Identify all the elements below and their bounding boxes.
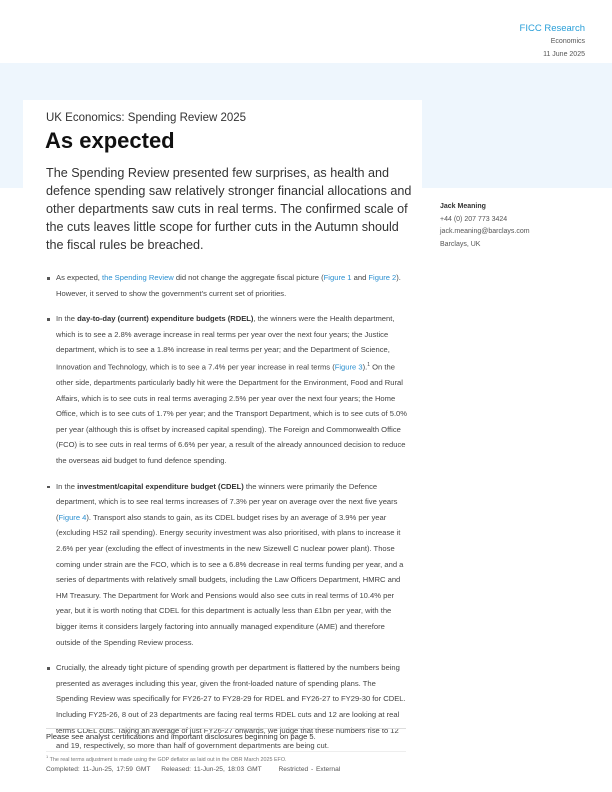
- author-name: Jack Meaning: [440, 203, 486, 210]
- section-label: Economics: [550, 38, 585, 45]
- released-time: Released: 11-Jun-25, 18:03 GMT: [161, 766, 262, 773]
- classification: Restricted - External: [278, 766, 341, 773]
- text: Crucially, the already tight picture of spending growth per department is flattered by the numbers being presented as averages including this year, given the front-loaded nature of spending plans. The Spending Review was specifically for FY26-27 to FY28-29 for RDEL and FY26-27 to FY29-30 for CDEL. Including FY25-26, 8 out of 23 departments are facing real terms RDEL cuts and 12 are looking at real terms CDEL cuts. Taking an average of just FY26-27 onwards, we judge that these numbers rise to 12 and 19, respectively, so more than half of government departments are being cut.: [56, 663, 406, 751]
- release-meta: [46, 766, 348, 773]
- author-block: [440, 201, 530, 251]
- bold-term: investment/capital expenditure budget (CDEL): [77, 481, 244, 491]
- report-header: [520, 22, 585, 61]
- text: did not change the aggregate fiscal picture (: [173, 273, 324, 282]
- figure-4-link[interactable]: Figure 4: [58, 512, 87, 522]
- text: In the: [56, 314, 78, 324]
- author-location: Barclays, UK: [440, 240, 481, 248]
- figure-1-link[interactable]: Figure 1: [323, 273, 352, 282]
- footnote: [46, 754, 287, 763]
- text: As expected,: [56, 273, 103, 282]
- text: ). However, it served to show the government's current set of priorities.: [56, 273, 401, 298]
- report-kicker: UK Economics: Spending Review 2025: [46, 112, 247, 124]
- bullet-aggregate: [56, 270, 408, 301]
- text: the winners were primarily the Defence department, which is to see real terms increases of 7.3% per year on average over the next five years (: [56, 481, 398, 522]
- bold-term: day-to-day (current) expenditure budgets (RDEL): [77, 314, 254, 324]
- text: In the: [56, 481, 78, 491]
- bullet-cdel: [56, 479, 408, 651]
- bullet-rdel: [56, 311, 408, 468]
- summary: The Spending Review presented few surprises, as health and defence spending saw relatively stronger financial allocations and other departments saw cuts in real terms. The confirmed scale of the cuts leaves little scope for further cuts in the Autumn should the fiscal rules be breached.: [46, 166, 412, 252]
- completed-time: Completed: 11-Jun-25, 17:59 GMT: [46, 766, 151, 773]
- footnote-ref[interactable]: 1: [367, 361, 371, 368]
- page-title: As expected: [45, 128, 175, 153]
- spending-review-link[interactable]: the Spending Review: [102, 273, 174, 282]
- brand-label: FICC Research: [519, 23, 585, 34]
- divider: [46, 751, 406, 752]
- text: On the other side, departments particularly badly hit were the Department for the Environment, Food and Rural Affairs, which is to see cuts in real terms averaging 2.5% per year over the next four years; the Home Office, which is to see cuts of 1.7% per year; and the Transport Department, which is to see cuts of 5.0% per year (although this is offset by increased capital spending). The Foreign and Commonwealth Office (FCO) is to see cuts in real terms of 6.6% per year, a result of the already announced decision to reduce the overseas aid budget to fund defence spending.: [56, 362, 408, 466]
- text: and: [351, 273, 369, 282]
- text: , the winners were the Health department, which is to see a 2.8% average increase in real terms per year over the next four years; the Justice department, which is to see a 1.8% increase in real terms per year; and the Department of Science, Innovation and Technology, which is to see a 7.4% per year increase in real terms (: [56, 314, 395, 372]
- body-text: [46, 270, 408, 764]
- text: ).: [362, 362, 368, 372]
- figure-3-link[interactable]: Figure 3: [334, 362, 363, 372]
- text: ). Transport also stands to gain, as its CDEL budget rises by an average of 3.9% per year (excluding HS2 rail spending). Energy security investment was also prioritised, with plans to increase it 2.6% per year (excluding the effect of investments in the new Sizewell C nuclear power plant). Those coming under strain are the FCO, which is to see a 6.8% decrease in real terms funding per year, and a series of departments with relatively small budgets, including the Law Officers Department, HMRC and HM Treasury. The Department for Work and Pensions would also see cuts in real terms of 10.4% per year, but it is worth noting that CDEL for this department is actually less than £1bn per year, with the bigger items it considers largely factoring into annually managed expenditure (AME) and therefore outside of the Spending Review process.: [56, 512, 404, 647]
- footnote-number: 1: [46, 754, 49, 759]
- disclosure-note: Please see analyst certifications and important disclosures beginning on page 5.: [46, 732, 316, 741]
- author-phone: +44 (0) 207 773 3424: [440, 215, 508, 223]
- report-date: 11 June 2025: [543, 51, 585, 58]
- figure-2-link[interactable]: Figure 2: [368, 273, 397, 282]
- author-email[interactable]: jack.meaning@barclays.com: [440, 228, 530, 235]
- footnote-text: The real terms adjustment is made using the GDP deflator as laid out in the OBR March 2025 EFO.: [48, 756, 287, 763]
- divider: [46, 728, 406, 729]
